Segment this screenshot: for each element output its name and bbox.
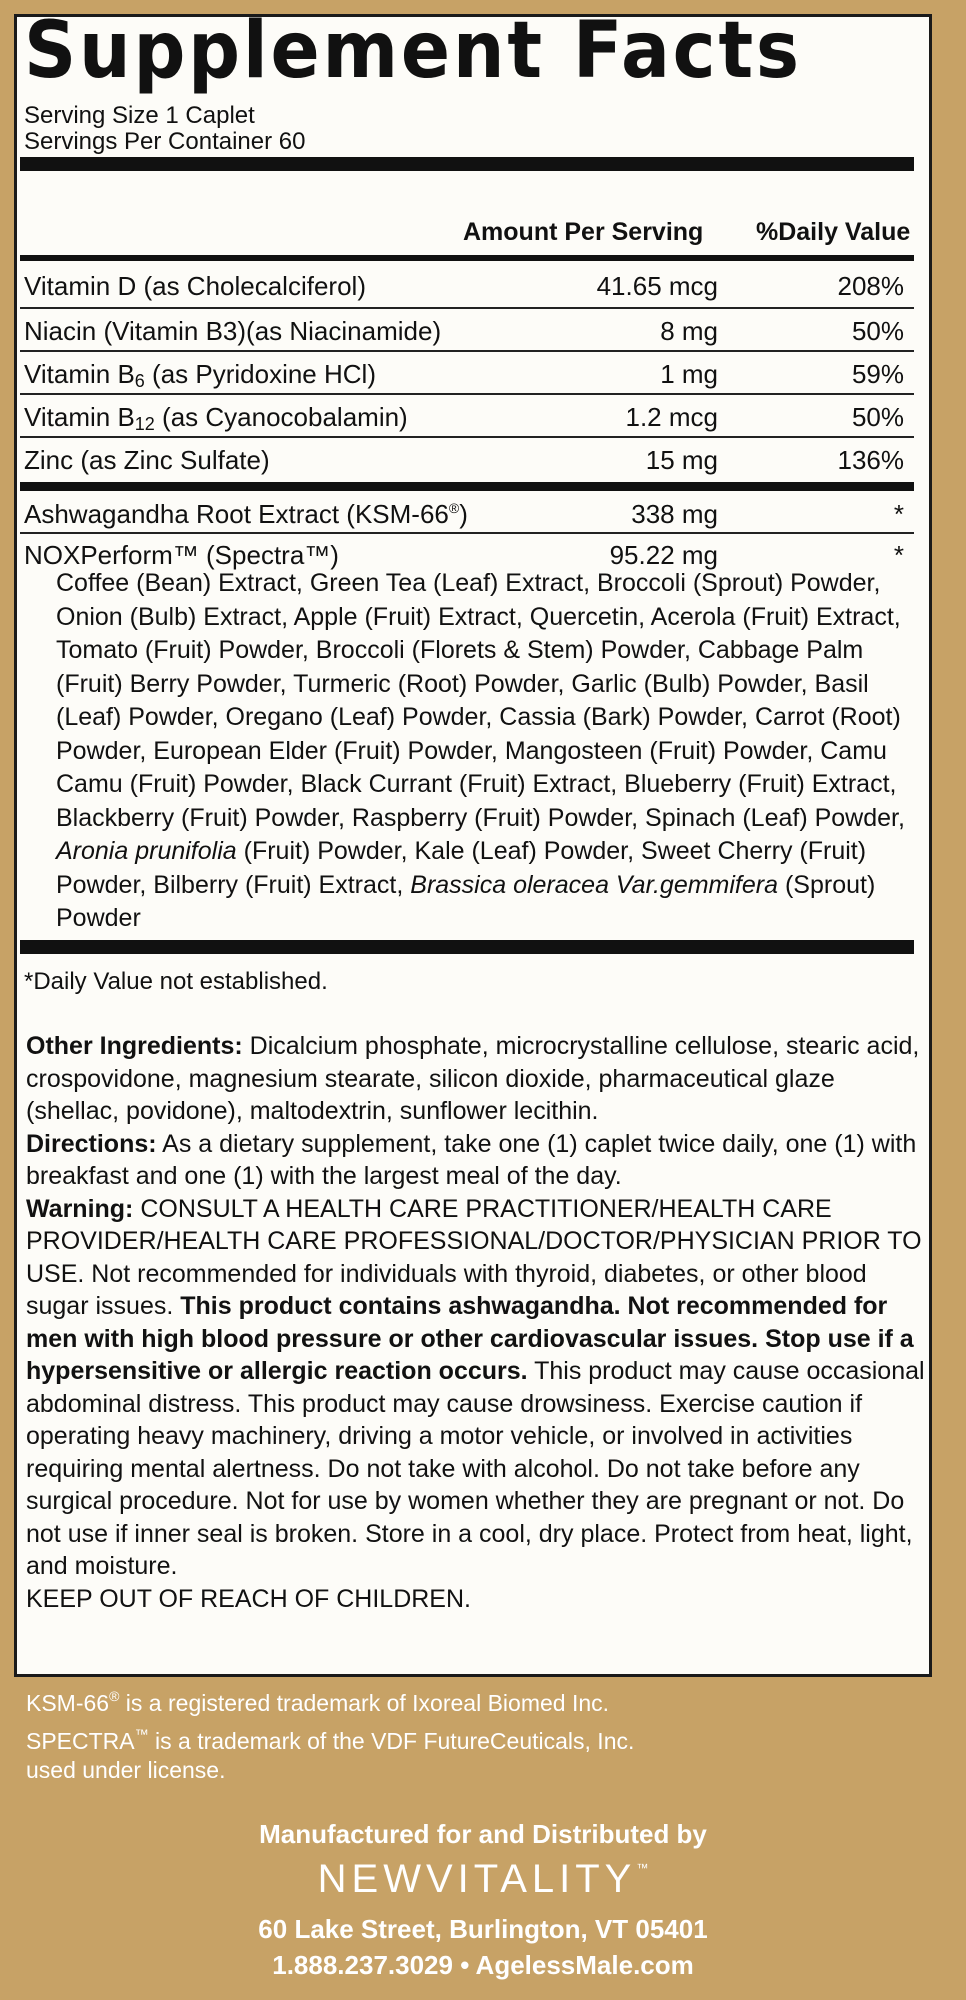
nutrient-daily-value: 59%	[851, 359, 904, 389]
nutrient-amount: 8 mg	[660, 316, 718, 346]
manufacturer-label: Manufactured for and Distributed by	[259, 1819, 707, 1849]
nutrient-daily-value: 136%	[837, 445, 904, 475]
manufacturer-address: 60 Lake Street, Burlington, VT 05401	[258, 1914, 708, 1944]
nutrient-row	[24, 438, 904, 478]
ksm-trademark-note: KSM-66® is a registered trademark of Ixoreal Biomed Inc.	[26, 1688, 610, 1716]
spectra-trademark-note: SPECTRA™ is a trademark of the VDF FutureCeuticals, Inc.	[26, 1726, 635, 1754]
nutrient-daily-value: 208%	[837, 271, 904, 301]
nutrient-daily-value: 50%	[851, 402, 904, 432]
ingredient-daily-value: *	[893, 540, 904, 570]
ingredient-name: NOXPerform™ (Spectra™)	[24, 540, 339, 570]
ingredient-amount: 95.22 mg	[609, 540, 718, 570]
medium-divider	[20, 255, 914, 261]
keep-out-notice: KEEP OUT OF REACH OF CHILDREN.	[26, 1584, 471, 1613]
daily-value-footnote: *Daily Value not established.	[24, 968, 328, 995]
nutrient-row	[24, 309, 904, 349]
brand-logo: NEWVITALITY™	[317, 1857, 649, 1901]
nutrient-row	[24, 395, 904, 435]
nutrient-name: Niacin (Vitamin B3)(as Niacinamide)	[24, 316, 442, 346]
daily-value-header: %Daily Value	[756, 218, 911, 246]
ingredient-amount: 338 mg	[631, 499, 718, 529]
nutrient-amount: 1 mg	[660, 359, 718, 389]
thick-divider	[20, 940, 914, 954]
directions: Directions: As a dietary supplement, take one (1) caplet twice daily, one (1) with breakfast and one (1) with the largest meal of the day.	[26, 1129, 917, 1190]
ingredient-daily-value: *	[893, 499, 904, 529]
nutrient-row	[24, 352, 904, 392]
warning: Warning: CONSULT A HEALTH CARE PRACTITIONER/HEALTH CARE PROVIDER/HEALTH CARE PROFESSIONAL/DOCTOR/PHYSICIAN PRIOR TO USE. Not recommended for individuals with thyroid, diabetes, or other blood sugar issues. This product contains ashwagandha. Not recommended for men with high blood pressure or other cardiovascular issues. Stop use if a hypersensitive or allergic reaction occurs. This product may cause occasional abdominal distress. This product may cause drowsiness. Exercise caution if operating heavy machinery, driving a motor vehicle, or involved in activities requiring mental alertness. Do not take with alcohol. Do not take before any surgical procedure. Not for use by women whether they are pregnant or not. Do not use if inner seal is broken. Store in a cool, dry place. Protect from heat, light, and moisture.	[26, 1194, 925, 1580]
nutrient-name: Zinc (as Zinc Sulfate)	[24, 445, 270, 475]
nutrient-amount: 15 mg	[645, 445, 718, 475]
panel-title: Supplement Facts	[24, 6, 802, 96]
serving-size: Serving Size 1 Caplet	[24, 102, 255, 129]
nutrient-name: Vitamin D (as Cholecalciferol)	[24, 271, 366, 301]
amount-per-serving-header: Amount Per Serving	[463, 218, 704, 246]
nutrient-row	[24, 264, 904, 304]
nutrient-name: Vitamin $B_{12}$ (as Cyanocobalamin)	[24, 402, 408, 434]
servings-per-container: Servings Per Container 60	[24, 128, 306, 155]
spectra-license-note: used under license.	[26, 1757, 226, 1783]
manufacturer-contact: 1.888.237.3029 • AgelessMale.com	[272, 1950, 694, 1980]
thick-divider	[20, 157, 914, 171]
other-ingredients: Other Ingredients: Dicalcium phosphate, microcrystalline cellulose, stearic acid, crospovidone, magnesium stearate, silicon dioxide, pharmaceutical glaze (shellac, povidone), maltodextrin, sunflower lecithin.	[26, 1032, 920, 1125]
ingredient-name: Ashwagandha Root Extract (KSM-66®)	[24, 499, 468, 529]
nutrient-amount: 1.2 mcg	[625, 402, 718, 432]
nutrient-name: Vitamin $B_6$ (as Pyridoxine HCl)	[24, 359, 376, 391]
blend-ingredients: Coffee (Bean) Extract, Green Tea (Leaf) Extract, Broccoli (Sprout) Powder, Onion (Bulb) Extract, Apple (Fruit) Extract, Quercetin, Acerola (Fruit) Extract, Tomato (Fruit) Powder, Broccoli (Florets & Stem) Powder, Cabbage Palm (Fruit) Berry Powder, Turmeric (Root) Powder, Garlic (Bulb) Powder, Basil (Leaf) Powder, Oregano (Leaf) Powder, Cassia (Bark) Powder, Carrot (Root) Powder, European Elder (Fruit) Powder, Mangosteen (Fruit) Powder, Camu Camu (Fruit) Powder, Black Currant (Fruit) Extract, Blueberry (Fruit) Extract, Blackberry (Fruit) Powder, Raspberry (Fruit) Powder, Spinach (Leaf) Powder, Aronia prunifolia (Fruit) Powder, Kale (Leaf) Powder, Sweet Cherry (Fruit) Powder, Bilberry (Fruit) Extract, Brassica oleracea Var.gemmifera (Sprout) Powder	[56, 569, 905, 932]
nutrient-daily-value: 50%	[851, 316, 904, 346]
nutrient-amount: 41.65 mcg	[596, 271, 718, 301]
thick-divider	[20, 482, 914, 491]
ingredient-row-ashwagandha	[24, 492, 904, 532]
other-info-text	[26, 1030, 932, 1615]
